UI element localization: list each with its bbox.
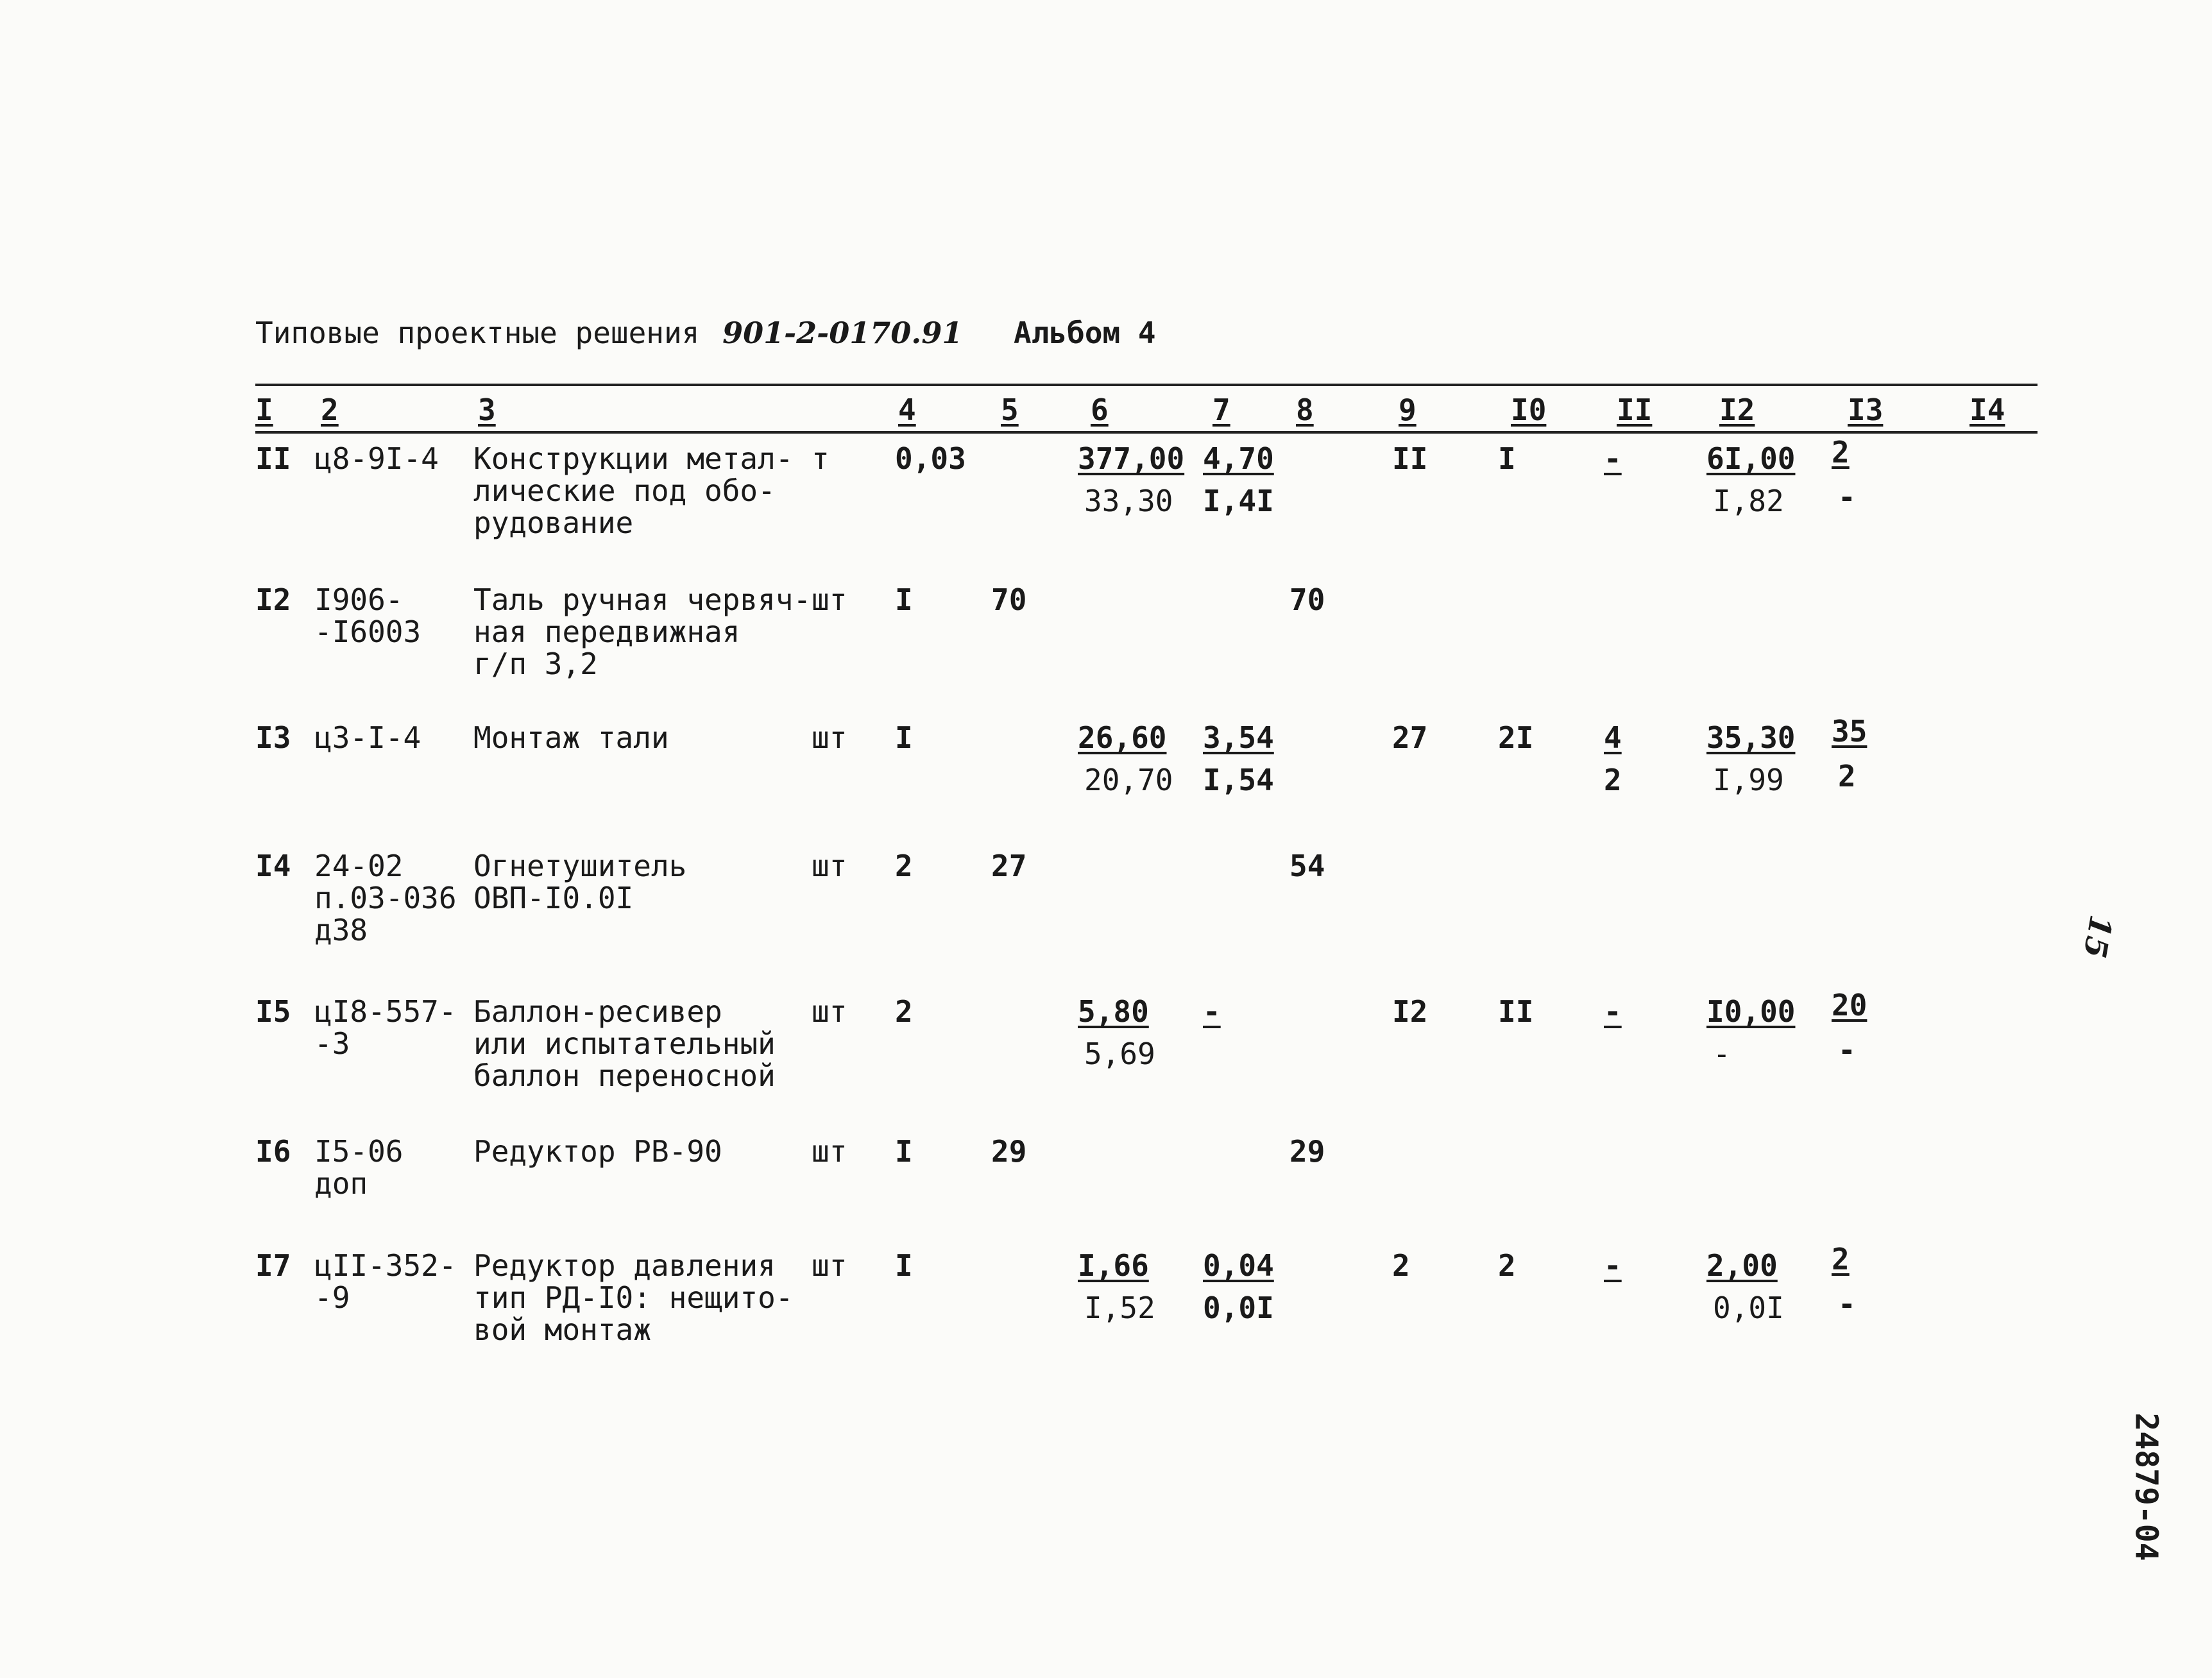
row-c12-bottom: I,99 (1713, 763, 1784, 797)
row-c9: I2 (1392, 994, 1428, 1029)
row-c11-top: - (1604, 994, 1622, 1029)
header-bottom-rule (255, 431, 2038, 434)
row-name: Редуктор давления тип РД-I0: нещито- вой монтаж (473, 1248, 794, 1347)
row-c7-bottom: 0,0I (1203, 1291, 1274, 1325)
row-unit: т (812, 441, 830, 476)
row-unit: шт (812, 582, 847, 617)
row-c12-top: 2,00 (1706, 1248, 1778, 1283)
row-c12-top: I0,00 (1706, 994, 1796, 1029)
row-c12-top: 6I,00 (1706, 441, 1796, 476)
row-c13-top: 2 (1832, 435, 1850, 470)
row-name: Монтаж тали (473, 720, 669, 755)
row-unit: шт (812, 849, 847, 883)
row-c12-bottom: 0,0I (1713, 1291, 1784, 1325)
row-c8: 70 (1289, 582, 1325, 617)
row-quantity: I (895, 1134, 913, 1169)
row-c6-bottom: 5,69 (1084, 1037, 1155, 1071)
row-code: ц3-I-4 (314, 720, 421, 755)
row-quantity: I (895, 1248, 913, 1283)
row-c11-top: 4 (1604, 720, 1622, 755)
album-label: Альбом 4 (1014, 316, 1156, 350)
column-header-13: I3 (1848, 393, 1884, 427)
column-header-8: 8 (1296, 393, 1314, 427)
row-c10: 2 (1498, 1248, 1516, 1283)
table-top-rule (255, 384, 2038, 386)
row-quantity: I (895, 582, 913, 617)
row-code: I5-06 доп (314, 1134, 404, 1201)
column-header-2: 2 (321, 393, 339, 427)
column-header-7: 7 (1212, 393, 1230, 427)
row-c6-top: 5,80 (1078, 994, 1149, 1029)
row-c11-top: - (1604, 441, 1622, 476)
row-c13-top: 2 (1832, 1242, 1850, 1276)
row-c6-bottom: 20,70 (1084, 763, 1173, 797)
row-price: 29 (991, 1134, 1027, 1169)
row-code: ц8-9I-4 (314, 441, 439, 476)
row-c8: 29 (1289, 1134, 1325, 1169)
row-c9: 27 (1392, 720, 1428, 755)
row-c11-bottom: 2 (1604, 763, 1622, 797)
row-unit: шт (812, 994, 847, 1029)
column-header-9: 9 (1399, 393, 1417, 427)
row-number: I3 (255, 720, 291, 755)
row-c7-top: 4,70 (1203, 441, 1274, 476)
row-c12-top: 35,30 (1706, 720, 1796, 755)
row-name: Редуктор РВ-90 (473, 1134, 722, 1169)
row-c8: 54 (1289, 849, 1325, 883)
row-c6-bottom: I,52 (1084, 1291, 1155, 1325)
row-c7-top: 0,04 (1203, 1248, 1274, 1283)
header-title: Типовые проектные решения (255, 316, 700, 350)
row-c6-top: I,66 (1078, 1248, 1149, 1283)
column-header-10: I0 (1511, 393, 1547, 427)
document-number: 24879-04 (2128, 1412, 2165, 1561)
row-code: 24-02 п.03-036 д38 (314, 849, 457, 947)
row-name: Таль ручная червяч- ная передвижная г/п 3,2 (473, 582, 812, 681)
document-header (255, 316, 1156, 350)
row-code: цII-352- -9 (314, 1248, 457, 1315)
row-number: I4 (255, 849, 291, 883)
row-name: Конструкции метал- лические под обо- рудование (473, 441, 794, 540)
column-header-11: II (1617, 393, 1653, 427)
page-mark: 15 (2076, 912, 2119, 961)
row-unit: шт (812, 1248, 847, 1283)
row-c13-bottom: 2 (1838, 759, 1856, 793)
project-code: 901-2-0170.91 (722, 316, 963, 350)
row-c10: 2I (1498, 720, 1534, 755)
column-header-6: 6 (1091, 393, 1109, 427)
row-code: I906- -I6003 (314, 582, 421, 649)
row-unit: шт (812, 1134, 847, 1169)
row-c11-top: - (1604, 1248, 1622, 1283)
column-header-3: 3 (478, 393, 496, 427)
row-code: цI8-557- -3 (314, 994, 457, 1061)
row-unit: шт (812, 720, 847, 755)
row-quantity: 0,03 (895, 441, 966, 476)
row-c10: II (1498, 994, 1534, 1029)
row-c10: I (1498, 441, 1516, 476)
row-c6-bottom: 33,30 (1084, 484, 1173, 518)
row-c6-top: 26,60 (1078, 720, 1167, 755)
row-c7-top: 3,54 (1203, 720, 1274, 755)
row-price: 27 (991, 849, 1027, 883)
row-c9: 2 (1392, 1248, 1410, 1283)
row-number: I6 (255, 1134, 291, 1169)
row-number: I5 (255, 994, 291, 1029)
row-number: II (255, 441, 291, 476)
row-quantity: 2 (895, 994, 913, 1029)
row-c13-bottom: - (1838, 480, 1856, 514)
column-header-12: I2 (1719, 393, 1755, 427)
column-header-14: I4 (1970, 393, 2005, 427)
row-c7-bottom: I,4I (1203, 484, 1274, 518)
row-c9: II (1392, 441, 1428, 476)
row-c12-bottom: - (1713, 1037, 1731, 1071)
row-number: I2 (255, 582, 291, 617)
row-number: I7 (255, 1248, 291, 1283)
column-header-1: I (255, 393, 273, 427)
row-c7-bottom: I,54 (1203, 763, 1274, 797)
row-quantity: I (895, 720, 913, 755)
row-name: Огнетушитель ОВП-I0.0I (473, 849, 687, 915)
column-header-5: 5 (1001, 393, 1019, 427)
row-quantity: 2 (895, 849, 913, 883)
row-c13-bottom: - (1838, 1033, 1856, 1067)
row-price: 70 (991, 582, 1027, 617)
row-c7-top: - (1203, 994, 1221, 1029)
row-name: Баллон-ресивер или испытательный баллон переносной (473, 994, 776, 1093)
column-header-4: 4 (898, 393, 916, 427)
row-c12-bottom: I,82 (1713, 484, 1784, 518)
row-c13-bottom: - (1838, 1287, 1856, 1321)
row-c13-top: 35 (1832, 714, 1867, 749)
row-c6-top: 377,00 (1078, 441, 1185, 476)
row-c13-top: 20 (1832, 988, 1867, 1022)
